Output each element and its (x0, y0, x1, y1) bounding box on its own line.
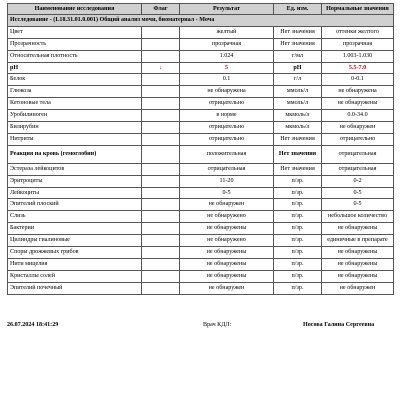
cell-result: не обнаружено (180, 211, 274, 223)
header-result: Результат (180, 4, 274, 15)
cell-test-name: Эпителий почечный (8, 282, 142, 294)
cell-unit: п/зр. (274, 211, 322, 223)
cell-test-name: Цилиндры гиалиновые (8, 235, 142, 247)
cell-result: не обнаружен (180, 282, 274, 294)
cell-result: 0-5 (180, 187, 274, 199)
cell-flag (142, 26, 180, 38)
table-row (8, 122, 394, 134)
cell-test-name: Бактерии (8, 223, 142, 235)
cell-flag (142, 74, 180, 86)
cell-result: 11-20 (180, 175, 274, 187)
cell-normal-value: 0-5 (322, 187, 394, 199)
cell-normal-value: не обнаружены (322, 223, 394, 235)
cell-unit: г/мл (274, 50, 322, 62)
cell-flag (142, 98, 180, 110)
table-row (8, 235, 394, 247)
cell-result: не обнаружены (180, 270, 274, 282)
table-row (8, 50, 394, 62)
cell-test-name: Глюкоза (8, 86, 142, 98)
cell-result: 1.024 (180, 50, 274, 62)
cell-normal-value: отрицательно (322, 133, 394, 145)
cell-unit: п/зр. (274, 187, 322, 199)
cell-normal-value: не обнаружена (322, 86, 394, 98)
cell-normal-value: не обнаружены (322, 247, 394, 259)
cell-result: отрицательно (180, 133, 274, 145)
cell-normal-value: небольшое количество (322, 211, 394, 223)
cell-test-name: Нитриты (8, 133, 142, 145)
cell-unit: п/зр. (274, 235, 322, 247)
section-title: Исследование - (L18.31.01.0.001) Общий анализ мочи, биоматериал - Моча (8, 15, 394, 27)
cell-result: не обнаружены (180, 258, 274, 270)
cell-test-name: pH (8, 62, 142, 74)
cell-test-name: Нити мицелия (8, 258, 142, 270)
table-row (8, 247, 394, 259)
cell-flag (142, 50, 180, 62)
cell-result: положительная (180, 145, 274, 163)
cell-result: отрицательно (180, 122, 274, 134)
cell-test-name: Уробилиноген (8, 110, 142, 122)
cell-result: желтый (180, 26, 274, 38)
cell-flag (142, 258, 180, 270)
table-row (8, 282, 394, 294)
cell-normal-value: 1.003-1.030 (322, 50, 394, 62)
cell-flag (142, 163, 180, 175)
cell-test-name: Эритроциты (8, 175, 142, 187)
cell-flag (142, 110, 180, 122)
cell-test-name: Кетоновые тела (8, 98, 142, 110)
cell-test-name: Споры дрожжевых грибов (8, 247, 142, 259)
cell-flag (142, 223, 180, 235)
cell-test-name: Эпителий плоский (8, 199, 142, 211)
cell-normal-value: отрицательная (322, 145, 394, 163)
cell-result: отрицательная (180, 163, 274, 175)
cell-test-name: Слизь (8, 211, 142, 223)
cell-unit: pH (274, 62, 322, 74)
lab-report (7, 3, 393, 328)
table-row (8, 38, 394, 50)
table-row (8, 187, 394, 199)
cell-result: не обнаружены (180, 247, 274, 259)
cell-flag (142, 38, 180, 50)
table-row (8, 163, 394, 175)
table-header-row (8, 4, 394, 15)
table-row (8, 133, 394, 145)
cell-test-name: Относительная плотность (8, 50, 142, 62)
cell-flag (142, 145, 180, 163)
cell-normal-value: 0-2 (322, 175, 394, 187)
table-row (8, 74, 394, 86)
section-row (8, 15, 394, 27)
cell-unit: Нет значения (274, 26, 322, 38)
cell-unit: Нет значения (274, 163, 322, 175)
cell-flag (142, 247, 180, 259)
table-row (8, 175, 394, 187)
table-row (8, 62, 394, 74)
cell-result: не обнаружено (180, 235, 274, 247)
cell-flag (142, 282, 180, 294)
cell-unit: Нет значения (274, 133, 322, 145)
report-footer (7, 322, 393, 332)
cell-normal-value: 5.5-7.0 (322, 62, 394, 74)
cell-result: в норме (180, 110, 274, 122)
cell-unit: п/зр. (274, 223, 322, 235)
cell-normal-value: 0-0.1 (322, 74, 394, 86)
cell-test-name: Реакция на кровь (гемоглобин) (8, 145, 142, 163)
cell-normal-value: 0-5 (322, 199, 394, 211)
cell-unit: мкмоль/л (274, 110, 322, 122)
report-datetime: 26.07.2024 18:41:29 (7, 322, 59, 328)
cell-test-name: Белок (8, 74, 142, 86)
table-row (8, 26, 394, 38)
cell-flag (142, 235, 180, 247)
results-table (7, 3, 394, 295)
table-row (8, 86, 394, 98)
cell-test-name: Билирубин (8, 122, 142, 134)
table-row (8, 110, 394, 122)
cell-flag (142, 199, 180, 211)
cell-normal-value: прозрачная (322, 38, 394, 50)
cell-normal-value: не обнаружен (322, 282, 394, 294)
cell-unit: г/л (274, 74, 322, 86)
cell-test-name: Эстераза лейкоцитов (8, 163, 142, 175)
doctor-name: Носова Галина Сергеевна (303, 322, 375, 328)
table-row (8, 199, 394, 211)
table-row (8, 98, 394, 110)
cell-normal-value: не обнаружены (322, 98, 394, 110)
cell-result: не обнаружен (180, 199, 274, 211)
cell-normal-value: единичные в препарате (322, 235, 394, 247)
cell-flag (142, 122, 180, 134)
cell-result: 5 (180, 62, 274, 74)
cell-flag (142, 133, 180, 145)
cell-unit: п/зр. (274, 282, 322, 294)
cell-unit: ммоль/л (274, 98, 322, 110)
cell-result: отрицательно (180, 98, 274, 110)
cell-test-name: Лейкоциты (8, 187, 142, 199)
table-row (8, 223, 394, 235)
cell-unit: мкмоль/л (274, 122, 322, 134)
cell-test-name: Цвет (8, 26, 142, 38)
header-test-name: Наименование исследования (8, 4, 142, 15)
cell-normal-value: оттенки желтого (322, 26, 394, 38)
cell-result: прозрачная (180, 38, 274, 50)
cell-normal-value: не обнаружены (322, 270, 394, 282)
table-row (8, 258, 394, 270)
cell-unit: п/зр. (274, 258, 322, 270)
cell-normal-value: 0.0-34.0 (322, 110, 394, 122)
cell-test-name: Прозрачность (8, 38, 142, 50)
cell-normal-value: отрицательная (322, 163, 394, 175)
cell-flag (142, 270, 180, 282)
table-row (8, 211, 394, 223)
cell-unit: Нет значения (274, 145, 322, 163)
cell-unit: п/зр. (274, 247, 322, 259)
table-row (8, 145, 394, 163)
cell-unit: п/зр. (274, 199, 322, 211)
cell-normal-value: не обнаружены (322, 258, 394, 270)
cell-result: не обнаружена (180, 86, 274, 98)
cell-test-name: Кристаллы солей (8, 270, 142, 282)
header-flag: Флаг (142, 4, 180, 15)
doctor-label: Врач КДЛ: (203, 322, 232, 328)
cell-flag (142, 86, 180, 98)
cell-flag (142, 211, 180, 223)
cell-unit: п/зр. (274, 175, 322, 187)
header-unit: Ед. изм. (274, 4, 322, 15)
cell-flag (142, 187, 180, 199)
header-normal-values: Нормальные значения (322, 4, 394, 15)
cell-flag: ↓ (142, 62, 180, 74)
cell-unit: п/зр. (274, 270, 322, 282)
cell-result: 0.1 (180, 74, 274, 86)
table-row (8, 270, 394, 282)
cell-result: не обнаружены (180, 223, 274, 235)
cell-normal-value: не обнаружен (322, 122, 394, 134)
cell-flag (142, 175, 180, 187)
cell-unit: ммоль/л (274, 86, 322, 98)
cell-unit: Нет значения (274, 38, 322, 50)
